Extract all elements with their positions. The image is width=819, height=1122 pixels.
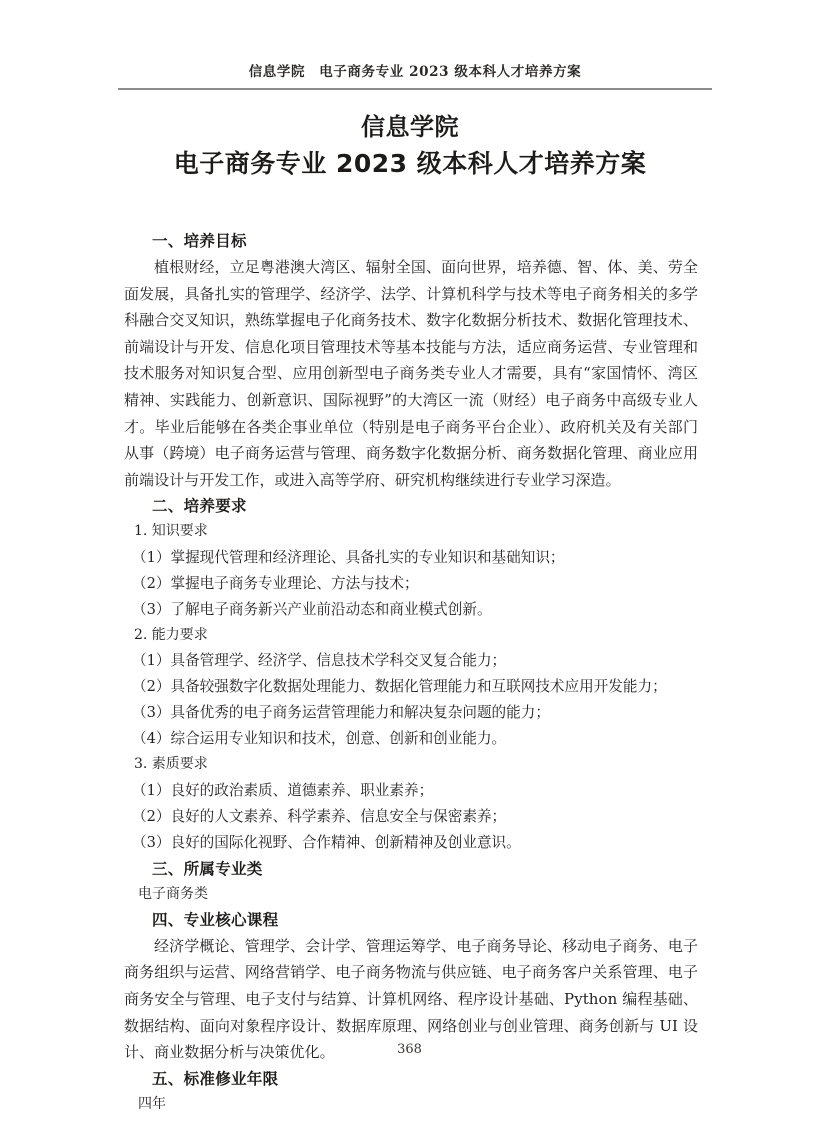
section-heading-2: 二、培养要求 [152, 497, 247, 516]
list-item: （3）良好的国际化视野、合作精神、创新精神及创业意识。 [132, 833, 521, 851]
section-1-paragraph: 植根财经，立足粤港澳大湾区、辐射全国、面向世界，培养德、智、体、美、劳全面发展，具备扎实的管理学、经济学、法学、计算机科学与技术等电子商务相关的多学科融合交叉知识，熟练掌握电子化商务技术、数字化数据分析技术、数据化管理技术、前端设计与开发、信息化项目管理技术等基本技能与方法，适应商务运营、专业管理和技术服务对知识复合型、应用创新型电子商务类专业人才需要，具有“家国情怀、湾区精神、实践能力、创新意识、国际视野”的大湾区一流（财经）电子商务中高级专业人才。毕业后能够在各类企事业单位（特别是电子商务平台企业）、政府机关及有关部门从事（跨境）电子商务运营与管理、商务数字化数据分析、商务数据化管理、商业应用前端设计与开发工作，或进入高等学府、研究机构继续进行专业学习深造。 [124, 258, 698, 489]
section-3-value: 电子商务类 [138, 885, 208, 902]
running-header: 信息学院 电子商务专业 2023 级本科人才培养方案 [248, 64, 582, 80]
page-number: 368 [397, 1042, 422, 1057]
section-heading-3: 三、所属专业类 [152, 859, 263, 878]
list-item: （4）综合运用专业知识和技术，创意、创新和创业能力。 [132, 730, 507, 748]
subsection-label-knowledge: 1. 知识要求 [134, 523, 208, 540]
list-item: （2）良好的人文素养、科学素养、信息安全与保密素养； [132, 807, 507, 825]
list-item: （2）掌握电子商务专业理论、方法与技术； [132, 574, 419, 592]
list-item: （3）具备优秀的电子商务运营管理能力和解决复杂问题的能力； [132, 704, 550, 722]
subsection-label-quality: 3. 素质要求 [134, 756, 208, 773]
document-body [124, 228, 698, 1117]
header-rule [118, 88, 712, 90]
subsection-label-ability: 2. 能力要求 [134, 626, 208, 643]
title-line-institute: 信息学院 [361, 113, 459, 141]
list-item: （3）了解电子商务新兴产业前沿动态和商业模式创新。 [132, 600, 492, 618]
section-heading-1: 一、培养目标 [152, 232, 247, 250]
list-item: （1）具备管理学、经济学、信息技术学科交叉复合能力； [132, 652, 507, 670]
section-heading-4: 四、专业核心课程 [152, 910, 279, 929]
list-item: （2）具备较强数字化数据处理能力、数据化管理能力和互联网技术应用开发能力； [132, 678, 667, 696]
title-line-program: 电子商务专业 2023 级本科人才培养方案 [173, 149, 647, 178]
section-5-value: 四年 [138, 1095, 166, 1112]
section-4-paragraph: 经济学概论、管理学、会计学、管理运筹学、电子商务导论、移动电子商务、电子商务组织与运营、网络营销学、电子商务物流与供应链、电子商务客户关系管理、电子商务安全与管理、电子支付与结算、计算机网络、程序设计基础、Python 编程基础、数据结构、面向对象程序设计、数据库原理、网络创业与创业管理、商务创新与 UI 设计、商业数据分析与决策优化。 [124, 936, 698, 1062]
list-item: （1）良好的政治素质、道德素养、职业素养； [132, 781, 434, 799]
list-item: （1）掌握现代管理和经济理论、具备扎实的专业知识和基础知识； [132, 548, 565, 566]
section-heading-5: 五、标准修业年限 [152, 1069, 279, 1088]
document-title [110, 110, 710, 184]
